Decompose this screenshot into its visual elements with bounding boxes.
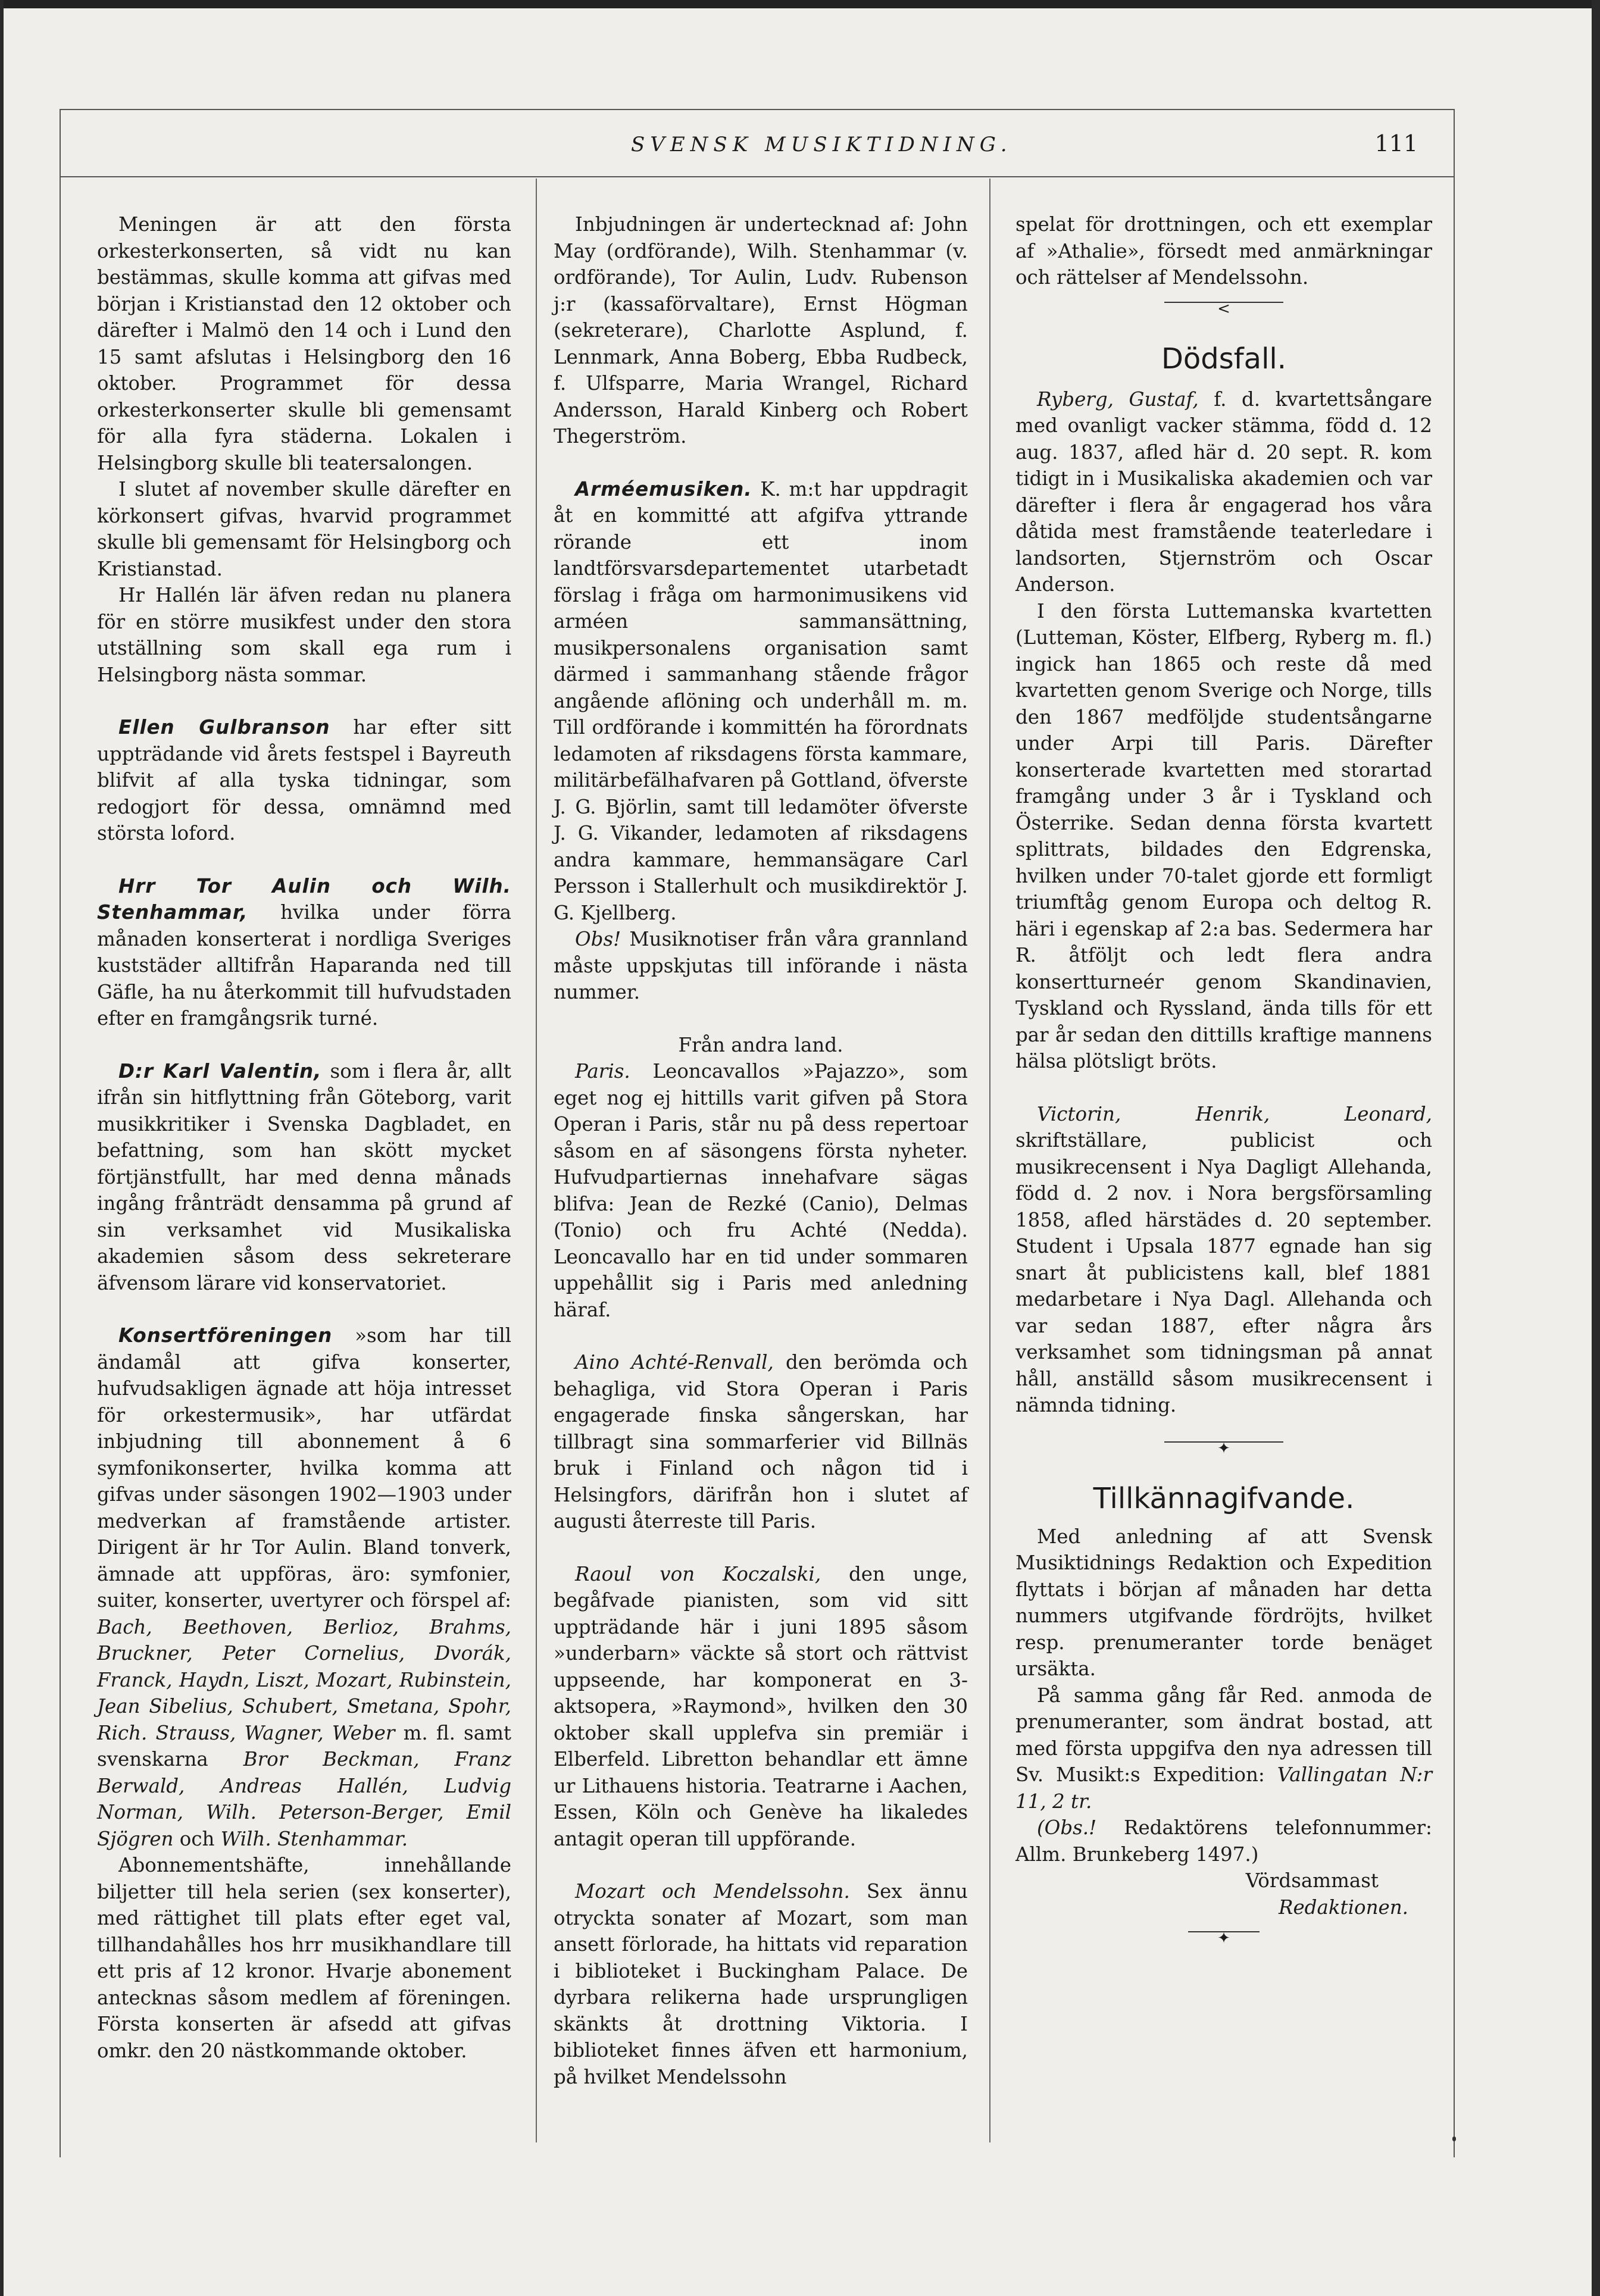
swedish-composer-list: Bror Beckman, Franz Berwald, Andreas Hallén, Ludvig Norman, Wilh. Peterson-Berger, Emil Sjögren [97,1748,511,1850]
obituary-ryberg-continued: I den första Luttemanska kvartetten (Lutteman, Köster, Elfberg, Ryberg m. fl.) ingick han 1865 och reste då med kvartetten genom Sverige och Norge, tills den 1867 medföljde studentsångarne under Arpi till Paris. Därefter konserterade kvartetten med storartad framgång under 3 år i Tyskland och Österrike. Sedan denna första kvartett splittrats, bildades den Edgrenska, hvilken under 70-talet gjorde ett formligt triumftåg genom Europa och deltog R. häri i egenskap af 2:a bas. Sedermera har R. åtföljt och ledt flera andra konsertturneér genom Skandinavien, Tyskland och Ryssland, ända tills för ett par år sedan den dittills kraftige mannens hälsa plötsligt bröts. [1015,599,1432,1072]
item-text: »som har till ändamål att gifva konserter, hufvudsakligen ägnade att höja intresset för orkestermusik», har utfärdat inbjudning till abonnement å 6 symfonikonserter, hvilka komma att gifvas under säsongen 1902—1903 under medverkan af framstående artister. Dirigent är hr Tor Aulin. Bland tonverk, ämnade att uppföras, äro: symfonier, suiter, konserter, uvertyrer och förspel af: [97,1324,511,1612]
header-rule [60,176,1455,177]
item-lead: Ellen Gulbranson [118,716,330,739]
item-lead: (Obs.! [1037,1816,1097,1839]
item-valentin [97,1058,511,1297]
scan-left-border [0,0,4,2296]
notice-paragraph-2 [1015,1682,1432,1815]
item-text: Musiknotiser från våra grannland måste uppskjutas till införande i nästa nummer. [554,928,968,1003]
item-obs [554,926,968,1006]
journal-title: SVENSK MUSIKTIDNING. [631,133,1012,157]
item-paris [554,1058,968,1323]
item-lead: Victorin, Henrik, Leonard, [1037,1102,1432,1125]
item-konsertforeningen [97,1322,511,1852]
obituary-ryberg [1015,386,1432,598]
column-1 [97,211,511,2064]
column-2 [554,211,968,2090]
item-lead: Hrr Tor Aulin och Wilh. Stenhammar, [97,874,511,924]
item-text: Leoncavallos »Pajazzo», som eget nog ej hittills varit gifven på Stora Operan i Paris, står nu på dess repertoar såsom en af säsongens första nyheter. Hufvudpartiernas innehafvare sägas blifva: Jean de Rezké (Canio), Delmas (Tonio) och fru Achté (Nedda). Leoncavallo har en tid under sommaren uppehållit sig i Paris med anledning häraf. [554,1060,968,1321]
running-header [60,109,1455,177]
item-lead: Arméemusiken. [575,477,752,501]
paragraph-orchestra-concerts: Meningen är att den första orkesterkonserten, så vidt nu kan bestämmas, skulle komma att gifvas med början i Kristianstad den 12 oktober och därefter i Malmö den 14 och i Lund den 15 samt afslutas i Helsingborg den 16 oktober. Programmet för dessa orkesterkonserter skulle bli gemensamt för alla fyra städerna. Lokalen i Helsingborg skulle bli teatersalongen. [97,213,511,474]
column-3 [1015,211,1432,1947]
divider-ornament: ✦ [1015,1920,1432,1944]
item-text: hvilka under förra månaden konserterat i nordliga Sveriges kuststäder alltifrån Haparanda ned till Gäfle, ha nu återkommit till hufvudstaden efter en framgångsrik turné. [97,901,511,1030]
closing-salutation: Vördsammast [1245,1869,1379,1892]
scan-speck [1452,2137,1456,2141]
obituary-victorin [1015,1101,1432,1419]
item-text: den berömda och behagliga, vid Stora Operan i Paris engagerade finska sångerskan, har tillbragt sina sommarferier vid Billnäs bruk i Finland och någon tid i Helsingfors, därifrån hon i slutet af augusti återreste till Paris. [554,1351,968,1532]
scan-right-border [1592,0,1600,2296]
composer-list: Bach, Beethoven, Berlioz, Brahms, Bruckner, Peter Cornelius, Dvorák, Franck, Haydn, Liszt, Mozart, Rubinstein, Jean Sibelius, Schubert, Smetana, Spohr, Rich. Strauss, Wagner, Weber [97,1615,511,1744]
item-lead: D:r Karl Valentin, [118,1059,322,1083]
item-text: f. d. kvartettsångare med ovanligt vacker stämma, född d. 12 aug. 1837, afled här d. 20 sept. R. kom tidigt in i Musikaliska akademien och var därefter i flera år engagerad hos våra dåtida mest framstående teaterledare i landsorten, Stjernström och Oscar Anderson. [1015,387,1432,596]
item-text: och [173,1827,221,1850]
item-mozart-mendelssohn [554,1878,968,2090]
item-text: skriftställare, publicist och musikrecensent i Nya Dagligt Allehanda, född d. 2 nov. i Nora bergsförsamling 1858, afled härstädes d. 20 september. Student i Upsala 1877 egnade han sig snart åt publicistens kall, blef 1881 medarbetare i Nya Dagl. Allehanda och var sedan 1887, efter några års verksamhet som tidningsman på annat håll, anställd såsom musikrecensent i nämnda tidning. [1015,1129,1432,1416]
divider-ornament: ✦ [1015,1431,1432,1454]
divider-ornament: < [1015,291,1432,315]
signature: Redaktionen. [1278,1895,1408,1919]
paragraph-inbjudning: Inbjudningen är undertecknad af: John May (ordförande), Wilh. Stenhammar (v. ordförande), Tor Aulin, Ludv. Rubenson j:r (kassaförvaltare), Ernst Högman (sekreterare), Charlotte Asplund, f. Lennmark, Anna Boberg, Ebba Rudbeck, f. Ulfsparre, Maria Wrangel, Richard Andersson, Harald Kinberg och Robert Thegerström. [554,213,968,448]
item-text: den unge, begåfvade pianisten, som vid sitt uppträdande här i juni 1895 såsom »underbarn» väckte så stort och rättvist uppseende, har komponerat en 3-aktsopera, »Raymond», hvilken den 30 oktober skall upplefva sin premiär i Elberfeld. Libretton behandlar ett ämne ur Lithauens historia. Teatrarne i Aachen, Essen, Köln och Genève ha likaledes antagit operan till uppförande. [554,1562,968,1850]
item-text: som i flera år, allt ifrån sin hitflyttning från Göteborg, varit musikkritiker i Svenska Dagbladet, en befattning, som han skött mycket förtjänstfullt, har med denna månads ingång frånträdt densamma på grund af sin verksamhet vid Musikaliska akademien såsom dess sekreterare äfvensom lärare vid konservatoriet. [97,1059,511,1294]
item-gulbranson [97,714,511,847]
item-text: K. m:t har uppdragit åt en kommitté att afgifva yttrande rörande ett inom landtförsvarsdepartementet utarbetadt förslag i fråga om harmonimusikens vid arméen sammansättning, musikpersonalens organisation samt därmed i sammanhang stående frågor angående aflöning och underhåll m. m. Till ordförande i kommittén ha förordnats ledamoten af riksdagens första kammare, militärbefälhafvaren på Gottland, öfverste J. G. Björlin, samt till ledamöter öfverste J. G. Vikander, ledamoten af riksdagens andra kammare, hemmansägare Carl Persson i Stallerhult och musikdirektör J. G. Kjellberg. [554,477,968,924]
item-aino-achte [554,1349,968,1535]
column-divider-2 [989,179,990,2142]
item-lead: Raoul von Koczalski, [575,1562,821,1585]
item-text: har efter sitt uppträdande vid årets festspel i Bayreuth blifvit af alla tyska tidningar, som redogjort för dessa, omnämnd med största loford. [97,716,511,844]
paragraph-abonnement: Abonnementshäfte, innehållande biljetter till hela serien (sex konserter), med rättighet till plats efter eget val, tillhandahålles hos hrr musikhandlare till ett pris af 12 kronor. Hvarje abonement antecknas såsom medlem af föreningen. Första konserten är afsedd att gifvas omkr. den 20 nästkommande oktober. [97,1854,511,2062]
item-lead: Paris. [575,1060,630,1083]
item-lead: Aino Achté-Renvall, [575,1351,774,1374]
item-lead: Obs! [575,928,621,950]
section-heading-abroad: Från andra land. [678,1033,843,1056]
item-armeemusiken [554,476,968,927]
scan-top-border [0,0,1600,8]
notice-phone [1015,1815,1432,1868]
item-lead: Mozart och Mendelssohn. [575,1880,850,1903]
page-number: 111 [1374,130,1418,157]
item-koczalski [554,1561,968,1853]
heading-dodsfall: Dödsfall. [1161,342,1287,376]
item-text: På samma gång får Red. anmoda de prenumeranter, som ändrat bostad, att med första uppgifva den nya adressen till Sv. Musikt:s Expedition: [1015,1684,1432,1786]
item-text: Redaktörens telefonnummer: Allm. Brunkeberg 1497.) [1015,1816,1432,1866]
item-text: m. fl. samt svenskarna [97,1721,511,1771]
last-composer: Wilh. Stenhammar. [220,1827,408,1850]
item-text: Sex ännu otryckta sonater af Mozart, som man ansett förlorade, ha hittats vid reparation i biblioteket i Buckingham Palace. De dyrbara relikerna hade ursprungligen skänkts åt drottning Viktoria. I biblioteket finnes äfven ett harmonium, på hvilket Mendelssohn [554,1880,968,2088]
item-lead: Ryberg, Gustaf, [1037,387,1199,411]
item-aulin-stenhammar [97,873,511,1032]
heading-notice: Tillkännagifvande. [1093,1481,1355,1515]
paragraph-hallen: Hr Hallén lär äfven redan nu planera för en större musikfest under den stora utställning som skall ega rum i Helsingborg nästa sommar. [97,584,511,686]
column-divider-1 [536,179,537,2142]
paragraph-choir-concert: I slutet af november skulle därefter en körkonsert gifvas, hvarvid programmet skulle bli gemensamt för Helsingborg och Kristianstad. [97,478,511,580]
notice-address: Vallingatan N:r 11, 2 tr. [1015,1763,1432,1813]
item-lead: Konsertföreningen [118,1324,333,1347]
paragraph-continued: spelat för drottningen, och ett exemplar af »Athalie», försedt med anmärkningar och rättelser af Mendelssohn. [1015,213,1432,289]
notice-paragraph-1: Med anledning af att Svensk Musiktidnings Redaktion och Expedition flyttats i början af månaden har detta nummers utgifvande fördröjts, hvilket resp. prenumeranter torde benäget ursäkta. [1015,1525,1432,1680]
